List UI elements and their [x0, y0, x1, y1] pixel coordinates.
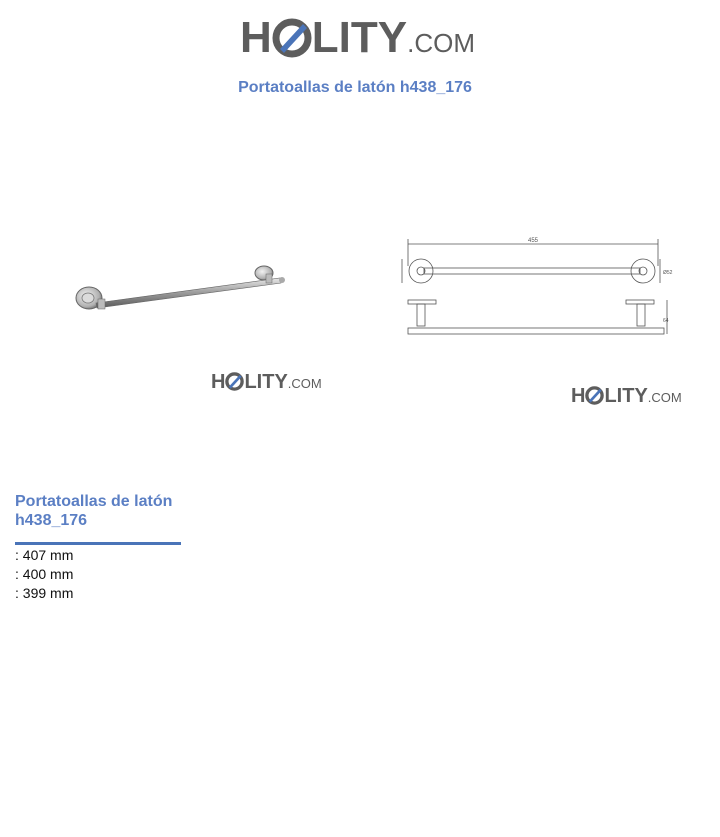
logo-o-icon — [585, 386, 604, 407]
dimension-row: : 407 mm — [15, 547, 74, 563]
drawing-overall-label: 455 — [528, 238, 539, 244]
photo-logo: H LITY .COM — [211, 371, 322, 393]
logo-letter-h: H — [240, 13, 272, 62]
technical-drawing — [400, 236, 675, 351]
drawing-diameter-label: Ø52 — [663, 270, 673, 276]
page-title: Portatoallas de latón h438_176 — [238, 79, 472, 96]
logo-letters-lity: LITY — [311, 13, 408, 62]
product-photo — [70, 262, 295, 327]
title-divider — [15, 542, 181, 545]
logo-o-icon — [225, 372, 244, 393]
product-title: Portatoallas de latón h438_176 — [15, 493, 173, 529]
dimension-row: : 399 mm — [15, 585, 74, 601]
dimension-row: : 400 mm — [15, 566, 74, 582]
logo-o-icon — [272, 18, 312, 58]
drawing-logo: H LITY .COM — [571, 385, 682, 407]
dimensions-list — [15, 546, 73, 603]
drawing-depth-label: 64 — [663, 318, 669, 324]
holity-logo[interactable] — [240, 13, 475, 62]
logo-suffix: .COM — [407, 28, 475, 58]
